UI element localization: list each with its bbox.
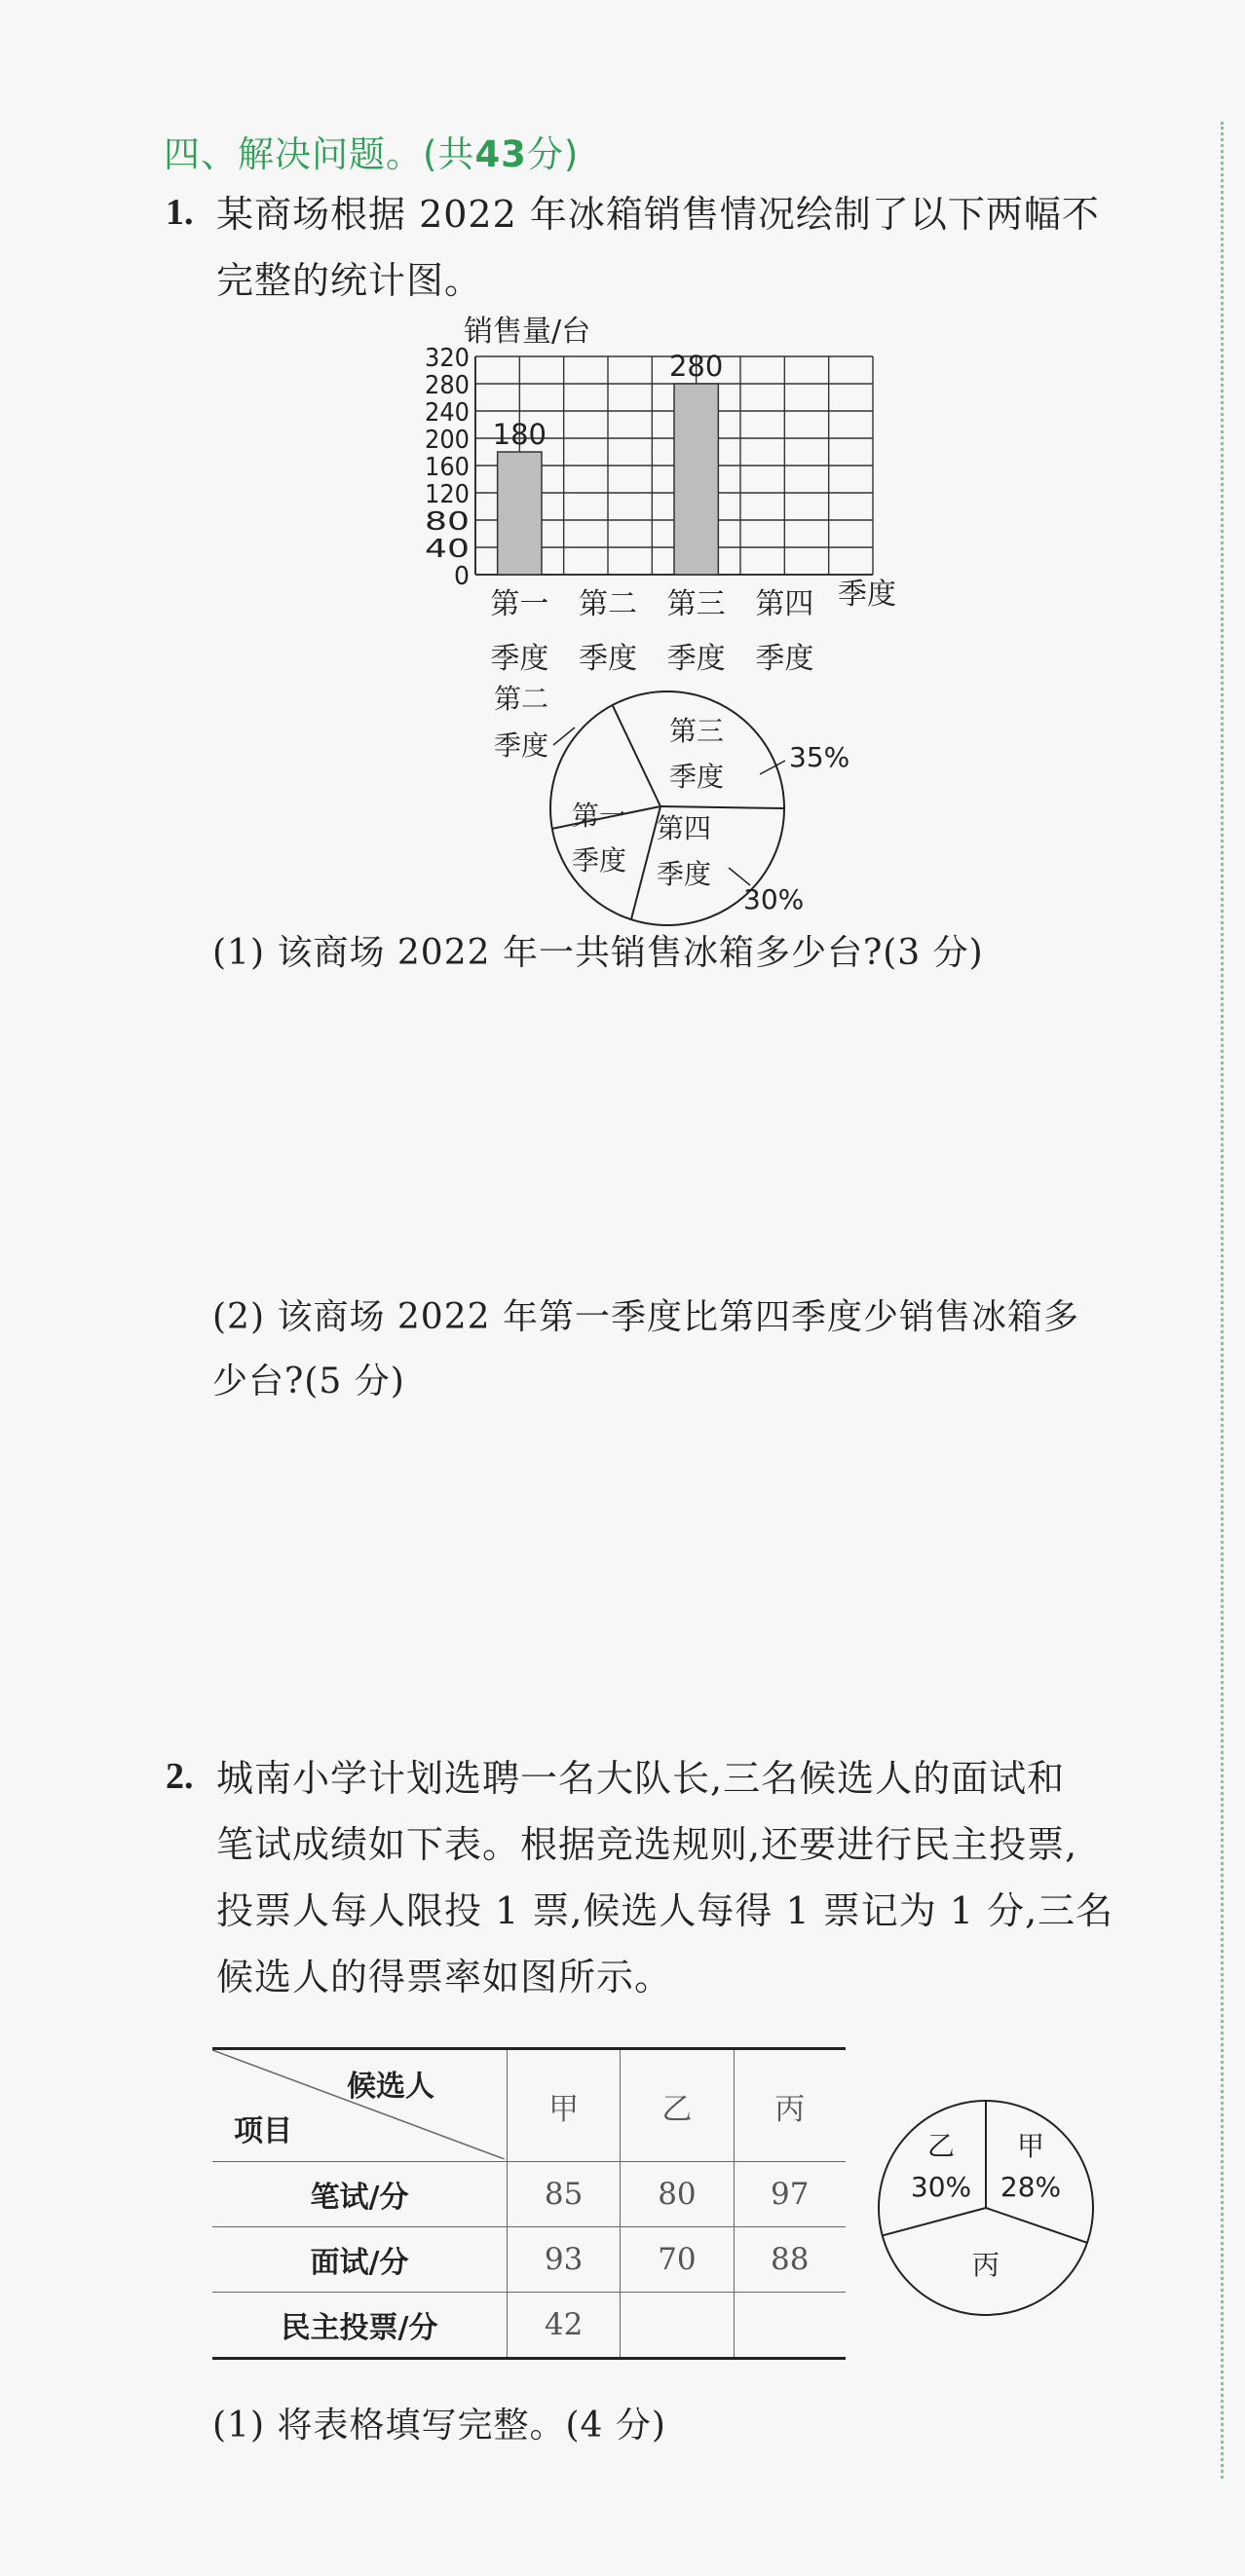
bar-chart-ylabel: 销售量/台 [464,315,591,349]
x-tick-label: 季度 [755,642,814,676]
bar-data-label: 180 [492,418,547,451]
bar-chart-x-ticks [490,587,813,676]
pie-label: 丙 [971,2249,1000,2281]
bar [674,384,718,575]
row-label: 笔试/分 [212,2162,508,2227]
pie-slice-edge [660,806,784,808]
q1-text-line2: 完整的统计图。 [216,259,483,302]
y-tick-label: 160 [425,453,470,482]
row-label: 面试/分 [212,2227,508,2293]
pie-label: 季度 [668,761,725,793]
table-cell: 70 [621,2227,734,2293]
x-tick-label: 第四 [755,587,814,621]
pie-percent-label: 30% [910,2171,972,2203]
section-points: 43 [474,133,527,175]
leader-line [760,761,785,774]
y-tick-label: 320 [425,344,470,373]
x-tick-label: 季度 [579,642,637,676]
q1-sub2-line2: 少台?(5 分) [212,1362,405,1401]
bar-chart-y-ticks [425,344,470,591]
x-tick-label: 季度 [490,642,549,676]
q2-text-line1: 城南小学计划选聘一名大队长,三名候选人的面试和 [216,1757,1066,1800]
pie-label: 第一 [571,800,627,832]
section-title-text: 四、解决问题。(共 [164,133,475,175]
bar [498,452,542,575]
table-cell-blank[interactable] [734,2293,846,2359]
q1-number: 1. [166,192,194,233]
table-row [212,2293,846,2359]
season-pie-slices [494,683,849,925]
x-tick-label: 第二 [579,587,637,621]
pie-slice-edge [883,2208,986,2235]
pie-slice-edge [986,2208,1087,2243]
table-row [212,2162,846,2227]
y-tick-label: 120 [425,480,470,509]
table-cell: 85 [508,2162,621,2227]
y-tick-label: 80 [425,507,470,537]
header-item: 项目 [234,2114,292,2148]
y-tick-label: 0 [454,562,470,591]
header-candidate-yi: 乙 [621,2049,734,2162]
pie-percent-label: 30% [743,883,805,915]
pie-label: 季度 [571,844,627,877]
table-cell: 97 [734,2162,846,2227]
q2-text-line4: 候选人的得票率如图所示。 [216,1956,673,1998]
header-candidate: 候选人 [347,2070,434,2104]
y-tick-label: 280 [425,371,470,400]
section-title-end: 分) [526,133,580,175]
x-tick-label: 季度 [666,642,726,676]
x-tick-label: 第一 [490,587,549,621]
pie-label: 甲 [1016,2130,1045,2162]
pie-label: 乙 [926,2130,956,2162]
q2-sub1: (1) 将表格填写完整。(4 分) [212,2406,666,2445]
pie-label: 季度 [656,858,712,890]
pie-label: 第三 [668,715,725,747]
q2-number: 2. [166,1756,194,1797]
pie-label: 第四 [656,812,712,844]
vote-pie-chart [877,2099,1120,2342]
row-label: 民主投票/分 [212,2293,508,2359]
x-tick-label: 第三 [666,587,726,621]
table-diagonal-header [212,2049,508,2162]
y-tick-label: 40 [425,535,470,564]
q1-sub1: (1) 该商场 2022 年一共销售冰箱多少台?(3 分) [212,933,984,973]
section-title [164,125,579,177]
pie-percent-label: 28% [1000,2171,1062,2203]
score-table [212,2047,846,2360]
pie-slice-edge [613,705,660,806]
table-cell: 93 [508,2227,621,2293]
header-candidate-jia: 甲 [508,2049,621,2162]
bar-chart-xlabel: 季度 [838,578,896,612]
table-cell: 80 [621,2162,734,2227]
table-cell: 88 [734,2227,846,2293]
q1-text-line1: 某商场根据 2022 年冰箱销售情况绘制了以下两幅不 [216,193,1100,236]
table-cell: 42 [508,2293,621,2359]
margin-dotted-line [1221,122,1224,2479]
q2-text-line2: 笔试成绩如下表。根据竞选规则,还要进行民主投票, [216,1823,1078,1866]
vote-pie-slices [879,2101,1093,2315]
bar-chart [370,312,955,682]
table-row [212,2227,846,2293]
y-tick-label: 240 [425,398,470,428]
pie-label: 季度 [493,729,549,762]
table-header-row [212,2049,846,2162]
y-tick-label: 200 [425,426,470,455]
season-pie-chart [468,677,857,930]
q1-sub2-line1: (2) 该商场 2022 年第一季度比第四季度少销售冰箱多 [212,1297,1079,1337]
bar-data-label: 280 [668,350,724,383]
q2-text-line3: 投票人每人限投 1 票,候选人每得 1 票记为 1 分,三名 [216,1889,1114,1932]
header-candidate-bing: 丙 [734,2049,846,2162]
pie-percent-label: 35% [789,741,850,773]
pie-label: 第二 [493,683,549,715]
table-cell-blank[interactable] [621,2293,734,2359]
